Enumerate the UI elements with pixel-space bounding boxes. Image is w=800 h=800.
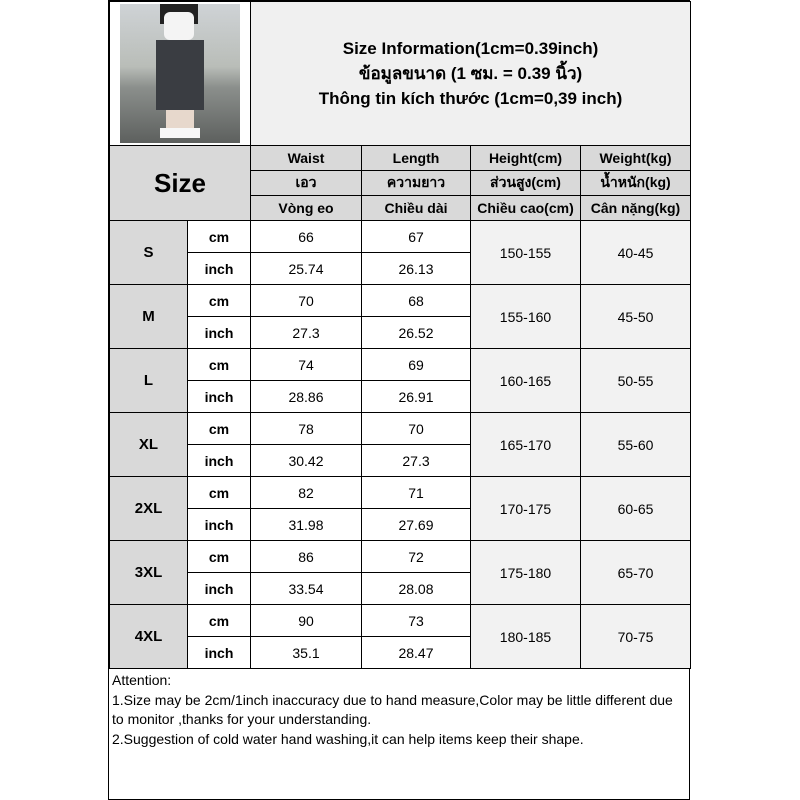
column-header: ส่วนสูง(cm) <box>471 171 581 196</box>
column-header: Height(cm) <box>471 146 581 171</box>
size-label: 3XL <box>110 541 188 605</box>
weight-range: 65-70 <box>581 541 691 605</box>
length-cm: 69 <box>362 349 471 381</box>
length-inch: 28.08 <box>362 573 471 605</box>
unit-label: inch <box>188 317 251 349</box>
height-range: 155-160 <box>471 285 581 349</box>
unit-label: inch <box>188 381 251 413</box>
unit-label: cm <box>188 477 251 509</box>
waist-cm: 74 <box>251 349 362 381</box>
table-row <box>110 477 691 509</box>
column-header: Vòng eo <box>251 196 362 221</box>
size-label: XL <box>110 413 188 477</box>
unit-label: cm <box>188 605 251 637</box>
weight-range: 60-65 <box>581 477 691 541</box>
waist-cm: 78 <box>251 413 362 445</box>
waist-inch: 25.74 <box>251 253 362 285</box>
attention-note-1: 1.Size may be 2cm/1inch inaccuracy due to hand measure,Color may be little different due to monitor ,thanks for your understanding. <box>112 691 673 727</box>
length-inch: 28.47 <box>362 637 471 669</box>
attention-heading: Attention: <box>112 672 172 688</box>
waist-inch: 27.3 <box>251 317 362 349</box>
column-header: เอว <box>251 171 362 196</box>
height-range: 175-180 <box>471 541 581 605</box>
waist-cm: 70 <box>251 285 362 317</box>
length-cm: 67 <box>362 221 471 253</box>
size-label: 4XL <box>110 605 188 669</box>
unit-label: cm <box>188 541 251 573</box>
unit-label: inch <box>188 445 251 477</box>
unit-label: cm <box>188 349 251 381</box>
waist-inch: 31.98 <box>251 509 362 541</box>
size-label: M <box>110 285 188 349</box>
attention-note-2: 2.Suggestion of cold water hand washing,it can help items keep their shape. <box>112 730 584 747</box>
attention-notes <box>109 669 689 751</box>
table-row <box>110 221 691 253</box>
size-header: Size <box>110 146 251 221</box>
weight-range: 50-55 <box>581 349 691 413</box>
waist-cm: 90 <box>251 605 362 637</box>
waist-cm: 86 <box>251 541 362 573</box>
waist-cm: 66 <box>251 221 362 253</box>
size-chart <box>108 0 690 800</box>
length-cm: 73 <box>362 605 471 637</box>
column-header: Chiều dài <box>362 196 471 221</box>
table-row <box>110 413 691 445</box>
size-table <box>109 1 691 669</box>
waist-cm: 82 <box>251 477 362 509</box>
length-inch: 27.3 <box>362 445 471 477</box>
title-thai: ข้อมูลขนาด (1 ซม. = 0.39 นิ้ว) <box>358 64 583 83</box>
unit-label: inch <box>188 509 251 541</box>
unit-label: inch <box>188 573 251 605</box>
weight-range: 70-75 <box>581 605 691 669</box>
size-label: L <box>110 349 188 413</box>
length-inch: 26.91 <box>362 381 471 413</box>
column-header: Cân nặng(kg) <box>581 196 691 221</box>
table-row <box>110 605 691 637</box>
unit-label: cm <box>188 413 251 445</box>
size-label: S <box>110 221 188 285</box>
column-header: ความยาว <box>362 171 471 196</box>
waist-inch: 33.54 <box>251 573 362 605</box>
unit-label: cm <box>188 285 251 317</box>
title-vietnamese: Thông tin kích thước (1cm=0,39 inch) <box>318 89 623 108</box>
length-inch: 26.52 <box>362 317 471 349</box>
height-range: 160-165 <box>471 349 581 413</box>
length-inch: 26.13 <box>362 253 471 285</box>
size-label: 2XL <box>110 477 188 541</box>
title-english: Size Information(1cm=0.39inch) <box>342 39 599 58</box>
product-photo <box>120 4 240 143</box>
weight-range: 40-45 <box>581 221 691 285</box>
column-header: Weight(kg) <box>581 146 691 171</box>
length-cm: 70 <box>362 413 471 445</box>
column-header: Length <box>362 146 471 171</box>
column-header: Waist <box>251 146 362 171</box>
unit-label: cm <box>188 221 251 253</box>
title-cell <box>251 2 691 146</box>
weight-range: 55-60 <box>581 413 691 477</box>
weight-range: 45-50 <box>581 285 691 349</box>
length-inch: 27.69 <box>362 509 471 541</box>
height-range: 150-155 <box>471 221 581 285</box>
length-cm: 71 <box>362 477 471 509</box>
column-header: Chiều cao(cm) <box>471 196 581 221</box>
table-row <box>110 349 691 381</box>
unit-label: inch <box>188 637 251 669</box>
height-range: 180-185 <box>471 605 581 669</box>
waist-inch: 35.1 <box>251 637 362 669</box>
length-cm: 68 <box>362 285 471 317</box>
table-row <box>110 285 691 317</box>
height-range: 170-175 <box>471 477 581 541</box>
product-photo-cell <box>110 2 251 146</box>
waist-inch: 28.86 <box>251 381 362 413</box>
length-cm: 72 <box>362 541 471 573</box>
unit-label: inch <box>188 253 251 285</box>
column-header: น้ำหนัก(kg) <box>581 171 691 196</box>
table-row <box>110 541 691 573</box>
height-range: 165-170 <box>471 413 581 477</box>
waist-inch: 30.42 <box>251 445 362 477</box>
